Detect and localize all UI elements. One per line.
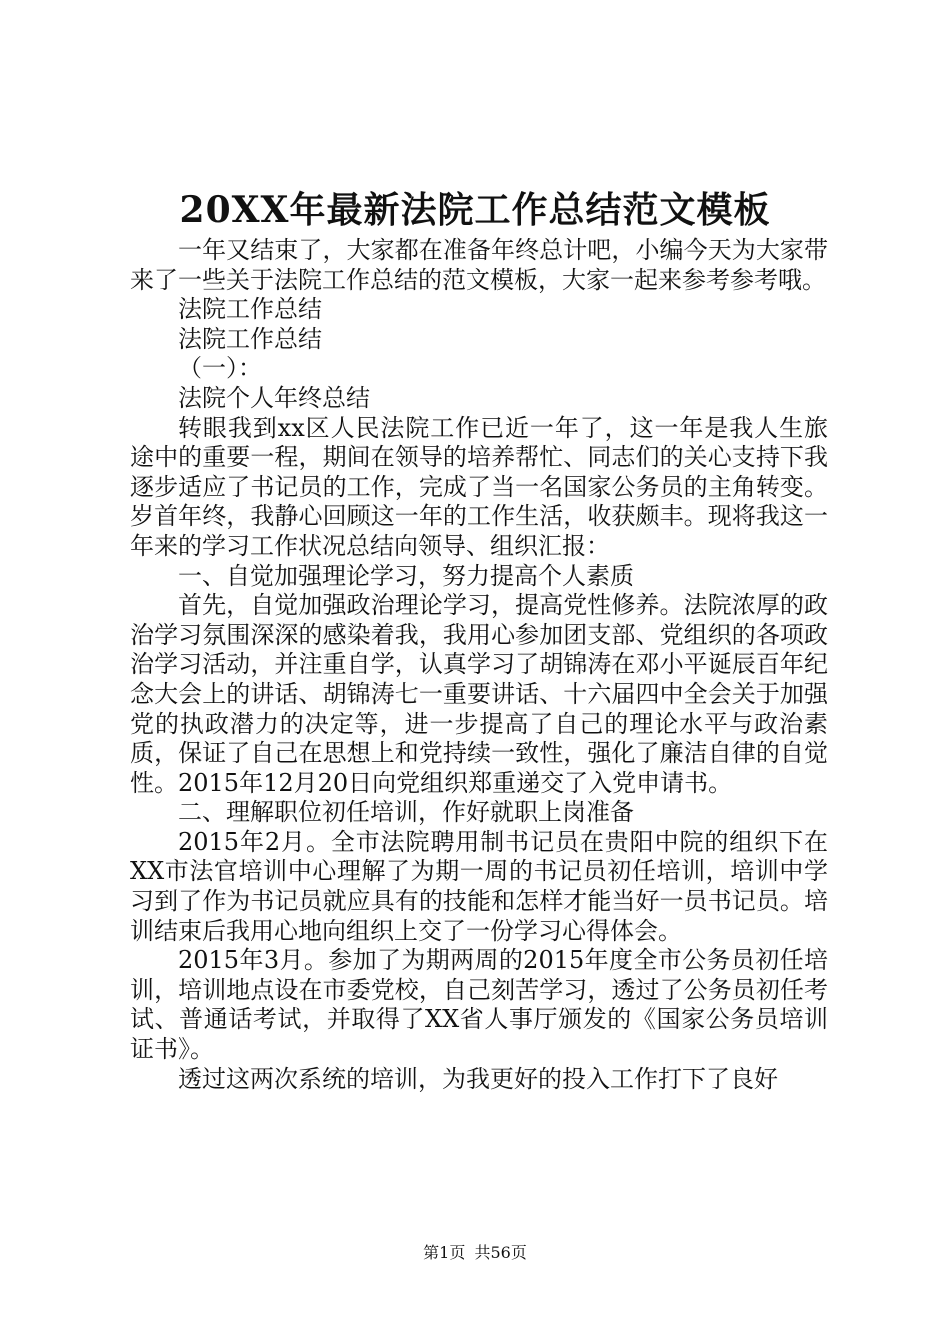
paragraph-heading-2: 法院工作总结: [178, 324, 322, 353]
paragraph-heading-1: 法院工作总结: [178, 295, 322, 324]
paragraph-conclusion-start: 透过这两次系统的培训，为我更好的投入工作打下了良好: [178, 1064, 778, 1093]
document-body: [130, 236, 828, 1094]
paragraph-opening: 转眼我到xx区人民法院工作已近一年了，这一年是我人生旅途中的重要一程，期间在领导的培养帮忙、同志们的关心支持下我逐步适应了书记员的工作，完成了当一名国家公务员的主角转变。岁首年终，我静心回顾这一年的工作生活，收获颇丰。现将我这一年来的学习工作状况总结向领导、组织汇报：: [130, 413, 828, 560]
paragraph-political-study: 首先，自觉加强政治理论学习，提高党性修养。法院浓厚的政治学习氛围深深的感染着我，我用心参加团支部、党组织的各项政治学习活动，并注重自学，认真学习了胡锦涛在邓小平诞辰百年纪念大会上的讲话、胡锦涛七一重要讲话、十六届四中全会关于加强党的执政潜力的决定等，进一步提高了自己的理论水平与政治素质，保证了自己在思想上和党持续一致性，强化了廉洁自律的自觉性。2015年12月20日向党组织郑重递交了入党申请书。: [130, 591, 828, 797]
paragraph-training-feb: 2015年2月。全市法院聘用制书记员在贵阳中院的组织下在XX市法官培训中心理解了为期一周的书记员初任培训，培训中学习到了作为书记员就应具有的技能和怎样才能当好一员书记员。培训结束后我用心地向组织上交了一份学习心得体会。: [130, 827, 828, 945]
page-total: 共56页: [474, 1243, 527, 1262]
document-title: 20XX年最新法院工作总结范文模板: [179, 189, 771, 231]
paragraph-subtitle: 法院个人年终总结: [178, 383, 370, 412]
page-footer: [0, 1241, 950, 1265]
paragraph-intro: 一年又结束了，大家都在准备年终总计吧，小编今天为大家带来了一些关于法院工作总结的范文模板，大家一起来参考参考哦。: [130, 236, 828, 294]
paragraph-training-mar: 2015年3月。参加了为期两周的2015年度全市公务员初任培训，培训地点设在市委党校，自己刻苦学习，透过了公务员初任考试、普通话考试，并取得了XX省人事厅颁发的《国家公务员培训证书》。: [130, 946, 828, 1064]
page-number: 第1页: [423, 1243, 466, 1262]
section-heading-2: 二、理解职位初任培训，作好就职上岗准备: [178, 798, 634, 827]
paragraph-section-number: （一）：: [178, 354, 262, 383]
section-heading-1: 一、自觉加强理论学习，努力提高个人素质: [178, 561, 634, 590]
